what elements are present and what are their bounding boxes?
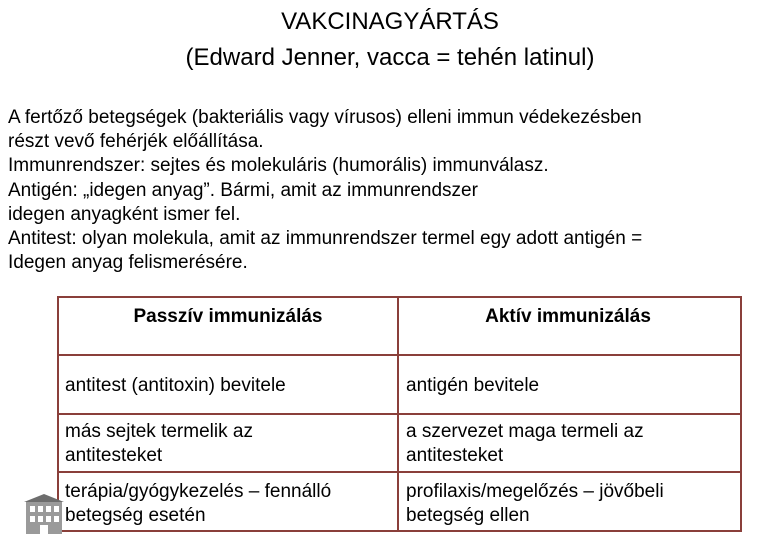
header-active: Aktív immunizálás	[485, 306, 651, 327]
immunization-table	[57, 296, 742, 532]
row-divider	[59, 413, 740, 415]
cell-text: antigén bevitele	[406, 375, 540, 396]
paragraph-line: részt vevő fehérjék előállítása.	[8, 131, 264, 153]
paragraph-line: A fertőző betegségek (bakteriális vagy vírusos) elleni immun védekezésben	[8, 107, 642, 128]
cell-active-2	[406, 420, 736, 468]
page-subtitle: (Edward Jenner, vacca = tehén latinul)	[185, 44, 595, 71]
cell-text: antitesteket	[65, 445, 163, 466]
building-icon	[24, 494, 64, 534]
paragraph-line: idegen anyagként ismer fel.	[8, 203, 241, 225]
cell-text: a szervezet maga termeli az	[406, 421, 644, 442]
paragraph-line: Antigén: „idegen anyag”. Bármi, amit az immunrendszer	[8, 179, 478, 201]
cell-passive-3	[65, 480, 395, 528]
page-title: VAKCINAGYÁRTÁS	[281, 8, 499, 35]
header-passive: Passzív immunizálás	[133, 306, 323, 327]
intro-paragraph	[8, 106, 773, 275]
cell-text: betegség esetén	[65, 505, 206, 526]
cell-text: antitest (antitoxin) bevitele	[65, 375, 286, 396]
cell-text: antitesteket	[406, 445, 504, 466]
cell-passive-1	[65, 374, 395, 398]
cell-text: betegség ellen	[406, 505, 530, 526]
paragraph-line: Antitest: olyan molekula, amit az immunrendszer termel egy adott antigén =	[8, 228, 643, 250]
header-divider	[59, 354, 740, 356]
cell-active-1	[406, 374, 736, 398]
cell-active-3	[406, 480, 736, 528]
cell-text: más sejtek termelik az	[65, 421, 253, 442]
cell-text: profilaxis/megelőzés – jövőbeli	[406, 481, 664, 502]
paragraph-line: Immunrendszer: sejtes és molekuláris (humorális) immunválasz.	[8, 155, 549, 177]
row-divider	[59, 471, 740, 473]
paragraph-line: Idegen anyag felismerésére.	[8, 252, 248, 274]
cell-passive-2	[65, 420, 395, 468]
cell-text: terápia/gyógykezelés – fennálló	[65, 481, 332, 502]
